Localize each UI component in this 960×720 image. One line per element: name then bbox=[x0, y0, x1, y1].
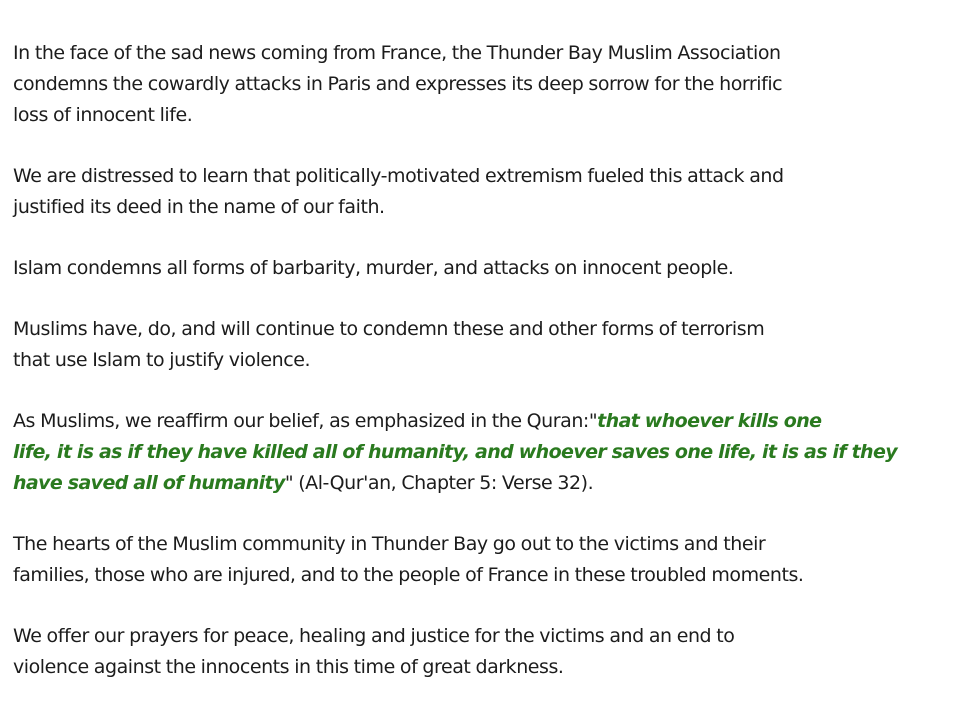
text-line bbox=[13, 468, 948, 499]
paragraph-islam-condemns bbox=[13, 253, 948, 284]
text-line: families, those who are injured, and to the people of France in these troubled moments. bbox=[13, 564, 804, 586]
quote-intro: As Muslims, we reaffirm our belief, as emphasized in the Quran:" bbox=[13, 410, 598, 432]
statement-body bbox=[13, 38, 948, 683]
text-line: condemns the cowardly attacks in Paris and expresses its deep sorrow for the horrific bbox=[13, 73, 783, 95]
paragraph-hearts bbox=[13, 529, 948, 591]
paragraph-condemnation bbox=[13, 38, 948, 131]
quran-quote-part: life, it is as if they have killed all of humanity, and whoever saves one life, it is as if they bbox=[13, 441, 898, 463]
text-line bbox=[13, 406, 948, 437]
text-line: justified its deed in the name of our faith. bbox=[13, 196, 385, 218]
text-line: Muslims have, do, and will continue to condemn these and other forms of terrorism bbox=[13, 318, 765, 340]
paragraph-distress bbox=[13, 161, 948, 223]
paragraph-muslims-condemn bbox=[13, 314, 948, 376]
text-line: violence against the innocents in this time of great darkness. bbox=[13, 656, 564, 678]
text-line: loss of innocent life. bbox=[13, 104, 193, 126]
quote-citation: " (Al-Qur'an, Chapter 5: Verse 32). bbox=[284, 472, 594, 494]
text-line: The hearts of the Muslim community in Thunder Bay go out to the victims and their bbox=[13, 533, 766, 555]
text-line: Islam condemns all forms of barbarity, murder, and attacks on innocent people. bbox=[13, 257, 734, 279]
text-line: We are distressed to learn that politically-motivated extremism fueled this attack and bbox=[13, 165, 784, 187]
text-line: We offer our prayers for peace, healing and justice for the victims and an end to bbox=[13, 625, 735, 647]
text-line: that use Islam to justify violence. bbox=[13, 349, 311, 371]
paragraph-quran-quote bbox=[13, 406, 948, 499]
text-line: In the face of the sad news coming from France, the Thunder Bay Muslim Association bbox=[13, 42, 781, 64]
quran-quote-part: have saved all of humanity bbox=[13, 472, 285, 494]
paragraph-prayers bbox=[13, 621, 948, 683]
quran-quote-part: that whoever kills one bbox=[597, 410, 822, 432]
